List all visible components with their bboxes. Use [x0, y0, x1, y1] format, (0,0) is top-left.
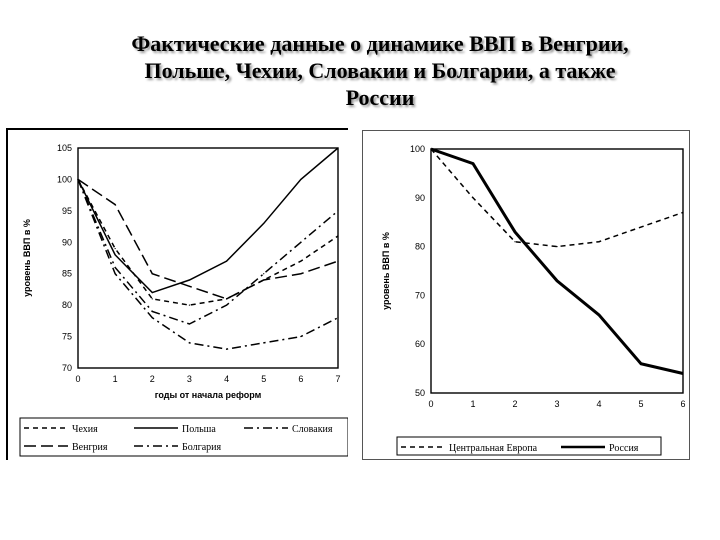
- x-tick-label: 7: [335, 374, 341, 384]
- x-tick-label: 4: [596, 399, 602, 409]
- data-point: [556, 280, 557, 281]
- legend-label: Центральная Европа: [449, 443, 538, 454]
- title-line-2: Польше, Чехии, Словакии и Болгарии, а также: [144, 58, 616, 83]
- data-point: [430, 148, 431, 149]
- legend-label: Польша: [182, 424, 216, 435]
- y-tick-label: 70: [61, 363, 72, 373]
- data-point: [514, 231, 515, 232]
- x-tick-label: 3: [554, 399, 560, 409]
- series-line-3: [78, 179, 338, 298]
- x-tick-label: 2: [512, 399, 518, 409]
- data-point: [115, 254, 116, 255]
- data-point: [263, 223, 264, 224]
- data-point: [472, 163, 473, 164]
- data-point: [337, 261, 338, 262]
- data-point: [300, 336, 301, 337]
- data-point: [77, 179, 78, 180]
- y-tick-label: 90: [61, 237, 72, 248]
- data-point: [115, 204, 116, 205]
- data-point: [556, 246, 557, 247]
- data-point: [189, 279, 190, 280]
- data-point: [189, 305, 190, 306]
- x-tick-label: 5: [261, 374, 267, 384]
- x-tick-label: 5: [638, 399, 644, 409]
- data-point: [152, 292, 153, 293]
- data-point: [682, 373, 683, 374]
- data-point: [300, 242, 301, 243]
- y-axis-label: уровень ВВП в %: [381, 232, 391, 310]
- y-tick-label: 80: [61, 300, 72, 311]
- data-point: [263, 279, 264, 280]
- x-tick-label: 6: [298, 374, 304, 384]
- y-tick-label: 80: [414, 241, 425, 252]
- x-tick-label: 4: [224, 374, 230, 384]
- legend-label: Словакия: [292, 424, 333, 435]
- y-tick-label: 70: [414, 290, 425, 301]
- data-point: [226, 349, 227, 350]
- data-point: [598, 314, 599, 315]
- chart-left-panel: [6, 128, 348, 460]
- data-point: [337, 210, 338, 211]
- y-tick-label: 105: [56, 143, 72, 153]
- y-tick-label: 60: [414, 339, 425, 350]
- x-tick-label: 0: [428, 399, 434, 409]
- series-line-0: [78, 179, 338, 305]
- data-point: [115, 248, 116, 249]
- y-tick-label: 50: [414, 388, 425, 398]
- legend-label: Венгрия: [72, 442, 108, 453]
- data-point: [152, 273, 153, 274]
- y-tick-label: 100: [409, 144, 425, 154]
- data-point: [115, 267, 116, 268]
- y-tick-label: 75: [61, 331, 72, 342]
- series-line-1: [78, 148, 338, 293]
- data-point: [226, 261, 227, 262]
- x-axis-label: годы от начала реформ: [154, 390, 262, 400]
- title-line-3: России: [345, 85, 415, 110]
- x-tick-label: 2: [149, 374, 155, 384]
- legend-label: Россия: [609, 443, 639, 454]
- data-point: [472, 197, 473, 198]
- data-point: [598, 241, 599, 242]
- data-point: [300, 261, 301, 262]
- data-point: [226, 305, 227, 306]
- data-point: [300, 273, 301, 274]
- x-tick-label: 1: [112, 374, 118, 384]
- data-point: [152, 311, 153, 312]
- data-point: [226, 298, 227, 299]
- data-point: [263, 342, 264, 343]
- y-tick-label: 85: [61, 268, 72, 279]
- series-line-1: [431, 149, 683, 373]
- data-point: [682, 212, 683, 213]
- x-tick-label: 6: [680, 399, 686, 409]
- y-tick-label: 95: [61, 205, 72, 216]
- data-point: [263, 273, 264, 274]
- slide-title: [60, 30, 700, 111]
- plot-area-1: [431, 149, 683, 393]
- x-tick-label: 3: [186, 374, 192, 384]
- data-point: [640, 226, 641, 227]
- y-axis-label: уровень ВВП в %: [22, 219, 32, 297]
- data-point: [152, 298, 153, 299]
- chart-left-svg: [8, 130, 348, 460]
- legend-label: Болгария: [182, 442, 222, 453]
- data-point: [514, 241, 515, 242]
- legend-label: Чехия: [72, 424, 98, 435]
- data-point: [189, 323, 190, 324]
- data-point: [189, 342, 190, 343]
- data-point: [337, 317, 338, 318]
- data-point: [337, 147, 338, 148]
- x-tick-label: 0: [75, 374, 81, 384]
- data-point: [337, 235, 338, 236]
- data-point: [300, 179, 301, 180]
- y-tick-label: 100: [56, 174, 72, 185]
- title-line-1: Фактические данные о динамике ВВП в Венгрии,: [131, 31, 629, 56]
- series-line-4: [78, 179, 338, 349]
- x-tick-label: 1: [470, 399, 476, 409]
- data-point: [640, 363, 641, 364]
- chart-right-panel: [362, 130, 690, 460]
- data-point: [189, 286, 190, 287]
- data-point: [152, 317, 153, 318]
- y-tick-label: 90: [414, 192, 425, 203]
- data-point: [115, 273, 116, 274]
- chart-right-svg: [363, 131, 689, 459]
